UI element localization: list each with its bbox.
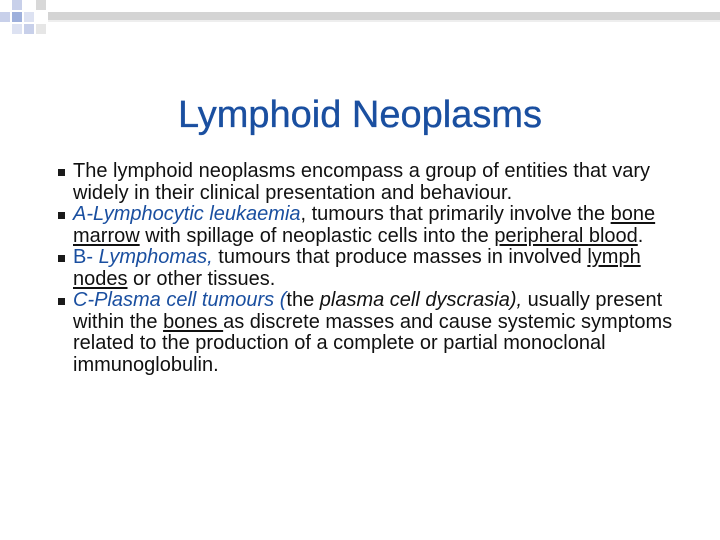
underlined-term: bones bbox=[163, 310, 224, 333]
square-bullet-icon bbox=[58, 255, 65, 262]
bullet-text-segment: as discrete masses and cause systemic symptoms related to the production of a complete or partial monoclonal immunoglobulin. bbox=[73, 310, 673, 376]
bullet-text-segment: or other tissues. bbox=[127, 267, 276, 290]
square-bullet-icon bbox=[58, 298, 65, 305]
bullet-text bbox=[73, 161, 698, 204]
square-bullet-icon bbox=[58, 212, 65, 219]
list-item bbox=[58, 290, 698, 376]
header-decoration bbox=[0, 0, 720, 40]
bullet-text-segment: usually present within the bbox=[73, 289, 663, 333]
underlined-term: peripheral blood bbox=[494, 224, 638, 247]
bullet-text-segment: . bbox=[637, 224, 644, 247]
bullet-text bbox=[73, 247, 698, 290]
bullet-text-segment: with spillage of neoplastic cells into the bbox=[139, 224, 495, 247]
term-highlight: Lymphomas, bbox=[98, 246, 213, 268]
underlined-term: bone marrow bbox=[73, 203, 656, 247]
bullet-text bbox=[73, 204, 698, 247]
list-item bbox=[58, 204, 698, 247]
bullet-text bbox=[73, 290, 698, 376]
list-item bbox=[58, 247, 698, 290]
bullet-text-segment: the bbox=[286, 289, 320, 311]
bullet-list bbox=[58, 161, 698, 376]
term-highlight: A-Lymphocytic leukaemia bbox=[73, 203, 301, 225]
bullet-text-segment: tumours that produce masses in involved bbox=[212, 246, 588, 268]
underlined-term: lymph nodes bbox=[73, 246, 641, 290]
term-highlight: C-Plasma cell tumours ( bbox=[73, 289, 287, 311]
bullet-text-segment: , tumours that primarily involve the bbox=[300, 203, 611, 225]
square-bullet-icon bbox=[58, 169, 65, 176]
list-item bbox=[58, 161, 698, 204]
term-italic: plasma cell dyscrasia), bbox=[319, 289, 523, 311]
slide-title: Lymphoid Neoplasms bbox=[178, 94, 542, 137]
term-prefix: B- bbox=[73, 246, 99, 268]
bullet-text-segment: The lymphoid neoplasms encompass a group of entities that vary widely in their clinical presentation and behaviour. bbox=[73, 160, 650, 204]
